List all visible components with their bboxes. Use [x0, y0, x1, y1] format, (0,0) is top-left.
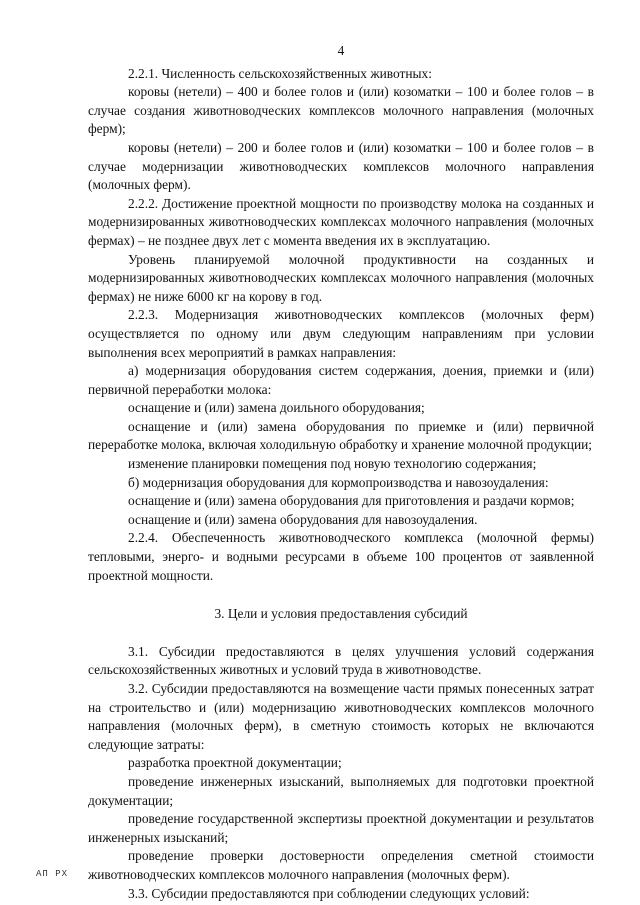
paragraph: проведение государственной экспертизы проектной документации и результатов инженерных изысканий;: [88, 811, 594, 845]
paragraph: изменение планировки помещения под новую технологию содержания;: [128, 456, 537, 472]
paragraph: коровы (нетели) – 200 и более голов и (или) козоматки – 100 и более голов – в случае модернизации животноводческих комплексов молочного направления (молочных ферм).: [88, 139, 594, 193]
paragraph: оснащение и (или) замена оборудования для навозоудаления.: [128, 511, 478, 527]
footer-code: АП РХ: [36, 869, 69, 879]
page-number: 4: [337, 43, 345, 58]
paragraph: оснащение и (или) замена оборудования для приготовления и раздачи кормов;: [128, 493, 575, 509]
section-heading: 3. Цели и условия предоставления субсидий: [214, 606, 468, 622]
paragraph: оснащение и (или) замена доильного оборудования;: [128, 400, 425, 416]
paragraph: оснащение и (или) замена оборудования по приемке и (или) первичной переработке молока, включая холодильную обработку и хранение молочной продукции;: [88, 418, 594, 453]
paragraph: проведение проверки достоверности определения сметной стоимости животноводческих комплексов молочного направления (молочных ферм).: [88, 848, 594, 882]
paragraph: 2.2.4. Обеспеченность животноводческого комплекса (молочной фермы) тепловыми, энерго- и водными ресурсами в объеме 100 процентов от заявленной проектной мощности.: [88, 530, 594, 583]
paragraph: 3.2. Субсидии предоставляются на возмещение части прямых понесенных затрат на строительство и (или) модернизацию животноводческих комплексов молочного направления (молочных ферм), в сметную стоимость которых не включаются следующие затраты:: [88, 681, 594, 752]
paragraph: 2.2.2. Достижение проектной мощности по производству молока на созданных и модернизированных животноводческих комплексах молочного направления (молочных фермах) – не позднее двух лет с момента введения их в эксплуатацию.: [88, 195, 594, 248]
paragraph: 3.1. Субсидии предоставляются в целях улучшения условий содержания сельскохозяйственных животных и условий труда в животноводстве.: [88, 643, 594, 678]
paragraph: 2.2.3. Модернизация животноводческих комплексов (молочных ферм) осуществляется по одному или двум следующим направлениям при условии выполнения всех мероприятий в рамках направления:: [88, 307, 594, 360]
paragraph: разработка проектной документации;: [128, 755, 342, 771]
paragraph: 3.3. Субсидии предоставляются при соблюдении следующих условий:: [128, 885, 530, 901]
paragraph: 2.2.1. Численность сельскохозяйственных животных:: [128, 65, 432, 81]
paragraph: проведение инженерных изысканий, выполняемых для подготовки проектной документации;: [88, 773, 594, 808]
document-page: [88, 42, 594, 903]
paragraph: коровы (нетели) – 400 и более голов и (или) козоматки – 100 и более голов – в случае создания животноводческих комплексов молочного направления (молочных ферм);: [88, 84, 594, 137]
paragraph: Уровень планируемой молочной продуктивности на созданных и модернизированных животноводческих комплексах молочного направления (молочных фермах) не ниже 6000 кг на корову в год.: [88, 251, 594, 304]
paragraph: а) модернизация оборудования систем содержания, доения, приемки и (или) первичной переработки молока:: [88, 363, 594, 397]
paragraph: б) модернизация оборудования для кормопроизводства и навозоудаления:: [128, 474, 549, 490]
